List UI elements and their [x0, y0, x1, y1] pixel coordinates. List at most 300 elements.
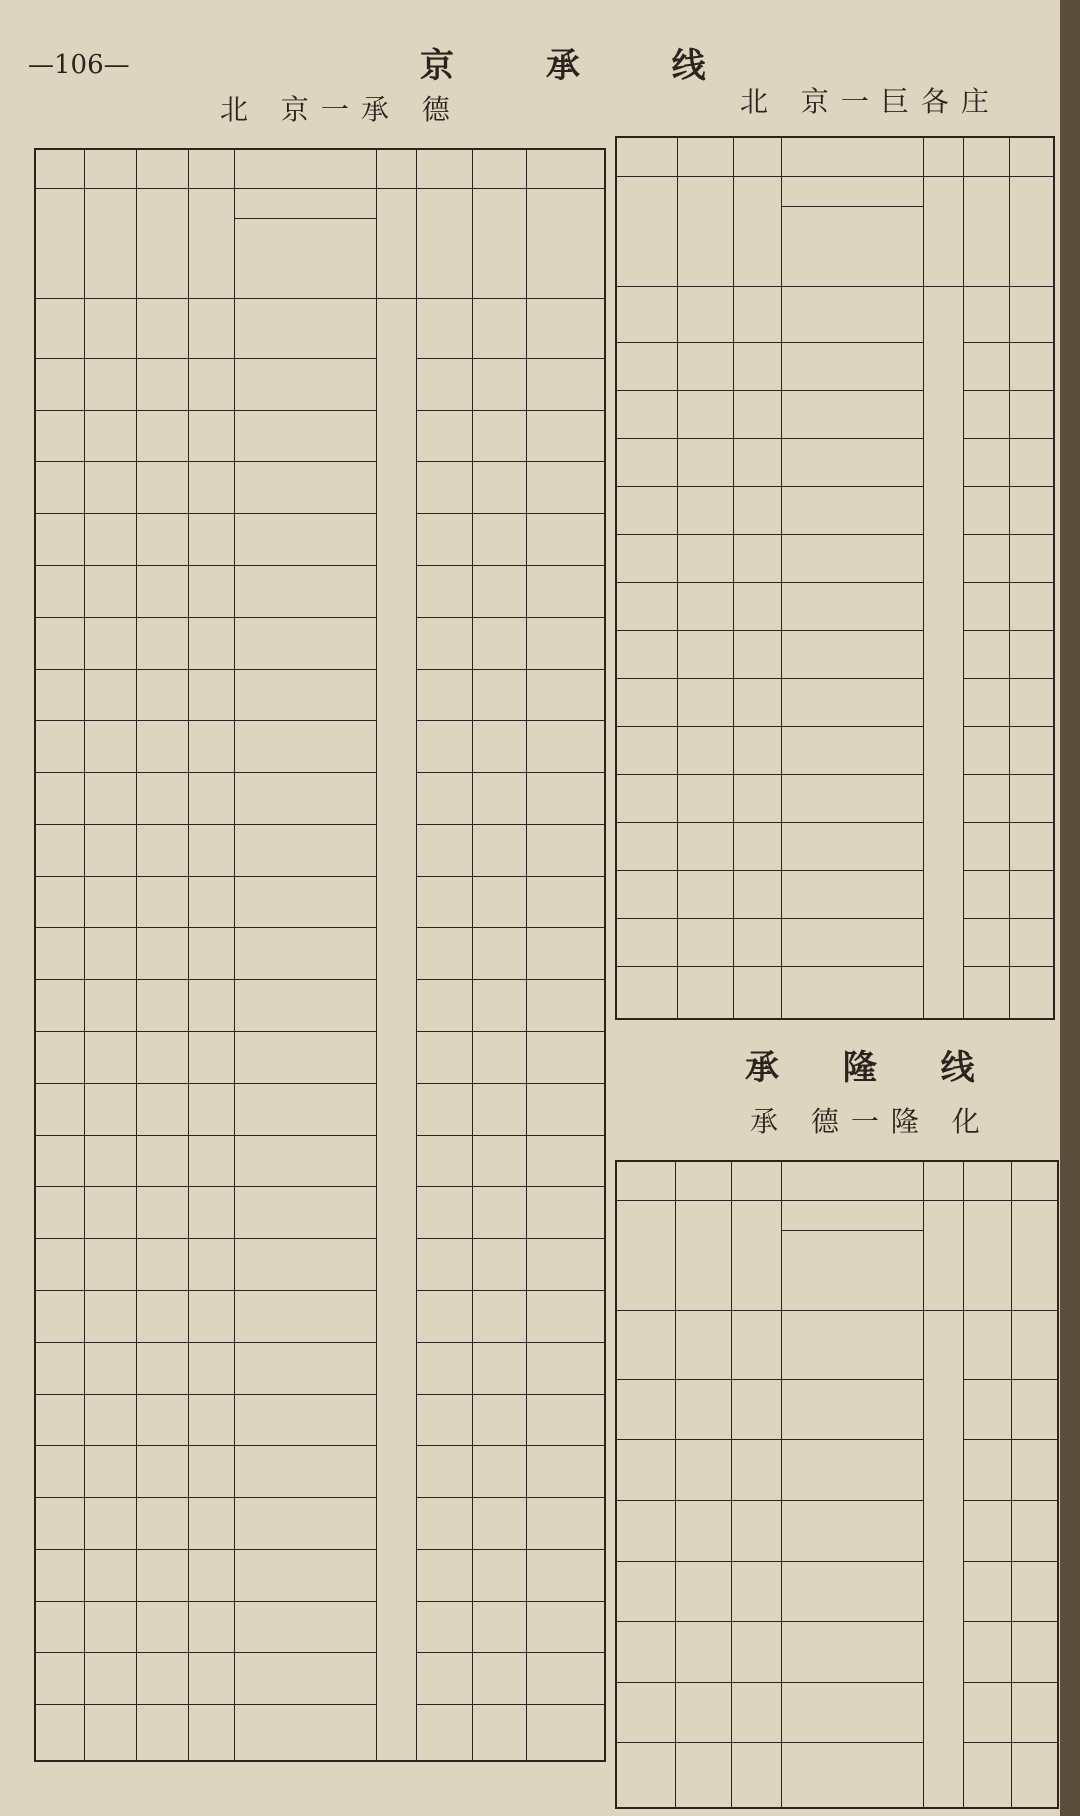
row-divider: [617, 582, 677, 583]
row-divider: [677, 534, 733, 535]
row-divider: [136, 461, 188, 462]
row-divider: [84, 669, 136, 670]
row-divider: [472, 1342, 526, 1343]
row-divider: [963, 1682, 1011, 1683]
row-divider: [472, 979, 526, 980]
row-divider: [677, 678, 733, 679]
row-divider: [1009, 726, 1053, 727]
row-divider: [731, 1682, 781, 1683]
row-divider: [472, 1497, 526, 1498]
row-divider: [234, 617, 376, 618]
row-divider: [963, 438, 1009, 439]
row-divider: [416, 1238, 472, 1239]
column-divider: [675, 1162, 676, 1807]
column-divider: [733, 138, 734, 1018]
row-divider: [733, 726, 781, 727]
column-divider: [526, 150, 527, 1760]
row-divider: [234, 410, 376, 411]
row-divider: [36, 824, 84, 825]
row-divider: [733, 678, 781, 679]
row-divider: [472, 1186, 526, 1187]
row-divider: [84, 1394, 136, 1395]
row-divider: [36, 1394, 84, 1395]
row-divider: [136, 1445, 188, 1446]
row-divider: [36, 927, 84, 928]
row-divider: [677, 630, 733, 631]
row-divider: [472, 1083, 526, 1084]
row-divider: [526, 1601, 604, 1602]
row-divider: [136, 824, 188, 825]
row-divider: [136, 1601, 188, 1602]
row-divider: [188, 669, 234, 670]
row-divider: [677, 486, 733, 487]
row-divider: [188, 1342, 234, 1343]
row-divider: [733, 870, 781, 871]
row-divider: [234, 1342, 376, 1343]
row-divider: [136, 358, 188, 359]
row-divider: [617, 1500, 675, 1501]
row-divider: [1009, 582, 1053, 583]
row-divider: [84, 410, 136, 411]
row-divider: [188, 1290, 234, 1291]
row-divider: [36, 513, 84, 514]
row-divider: [781, 1682, 923, 1683]
row-divider: [36, 1497, 84, 1498]
row-divider: [781, 678, 923, 679]
row-divider: [234, 513, 376, 514]
row-divider: [84, 876, 136, 877]
row-divider: [472, 513, 526, 514]
row-divider: [234, 1601, 376, 1602]
row-divider: [617, 1379, 675, 1380]
row-divider: [963, 630, 1009, 631]
row-divider: [472, 1652, 526, 1653]
row-divider: [526, 1497, 604, 1498]
row-divider: [416, 1186, 472, 1187]
timetable-beijing-jugezhuang: [615, 136, 1055, 1020]
row-divider: [416, 410, 472, 411]
row-divider: [188, 1601, 234, 1602]
row-divider: [416, 565, 472, 566]
row-divider: [472, 1135, 526, 1136]
row-divider: [188, 1394, 234, 1395]
row-divider: [234, 565, 376, 566]
row-divider: [781, 726, 923, 727]
row-divider: [733, 390, 781, 391]
row-divider: [963, 1621, 1011, 1622]
row-divider: [733, 486, 781, 487]
row-divider: [472, 461, 526, 462]
row-divider: [188, 1083, 234, 1084]
row-divider: [1009, 774, 1053, 775]
row-divider: [617, 1682, 675, 1683]
row-divider: [1011, 1379, 1057, 1380]
row-divider: [617, 342, 677, 343]
row-divider: [472, 1445, 526, 1446]
row-divider: [416, 1549, 472, 1550]
row-divider: [677, 918, 733, 919]
column-divider: [1011, 1162, 1012, 1807]
row-divider: [472, 669, 526, 670]
row-divider: [617, 486, 677, 487]
row-divider: [84, 1031, 136, 1032]
row-divider: [781, 918, 923, 919]
column-divider: [781, 138, 782, 1018]
row-divider: [416, 1342, 472, 1343]
row-divider: [733, 918, 781, 919]
row-divider: [526, 565, 604, 566]
row-divider: [416, 772, 472, 773]
row-divider: [781, 486, 923, 487]
row-divider: [234, 669, 376, 670]
column-divider: [234, 150, 235, 1760]
row-divider: [136, 1031, 188, 1032]
row-divider: [617, 1561, 675, 1562]
column-divider: [923, 138, 924, 1018]
row-divider: [234, 1031, 376, 1032]
row-divider: [675, 1742, 731, 1743]
row-divider: [677, 438, 733, 439]
row-divider: [36, 1031, 84, 1032]
row-divider: [781, 1561, 923, 1562]
row-divider: [731, 1742, 781, 1743]
row-divider: [136, 1238, 188, 1239]
row-divider: [1009, 390, 1053, 391]
row-divider: [677, 582, 733, 583]
row-divider: [188, 1238, 234, 1239]
row-divider: [526, 1394, 604, 1395]
row-divider: [234, 1135, 376, 1136]
subheader-divider: [781, 1230, 923, 1231]
row-divider: [526, 979, 604, 980]
row-divider: [416, 1290, 472, 1291]
row-divider: [472, 1238, 526, 1239]
row-divider: [234, 1704, 376, 1705]
row-divider: [617, 1742, 675, 1743]
column-divider: [1009, 138, 1010, 1018]
row-divider: [526, 772, 604, 773]
row-divider: [234, 876, 376, 877]
row-divider: [677, 774, 733, 775]
row-divider: [526, 927, 604, 928]
row-divider: [84, 1135, 136, 1136]
row-divider: [188, 1031, 234, 1032]
row-divider: [472, 358, 526, 359]
row-divider: [526, 410, 604, 411]
row-divider: [234, 772, 376, 773]
row-divider: [526, 1549, 604, 1550]
row-divider: [234, 720, 376, 721]
row-divider: [416, 1601, 472, 1602]
row-divider: [677, 390, 733, 391]
row-divider: [1011, 1742, 1057, 1743]
row-divider: [36, 876, 84, 877]
timetable-beijing-chengde: [34, 148, 606, 1762]
left-subtitle: 北 京一承 德: [220, 93, 462, 126]
row-divider: [733, 630, 781, 631]
row-divider: [526, 358, 604, 359]
subheader-divider: [234, 218, 376, 219]
row-divider: [781, 1621, 923, 1622]
row-divider: [472, 876, 526, 877]
row-divider: [36, 772, 84, 773]
row-divider: [472, 772, 526, 773]
row-divider: [617, 918, 677, 919]
row-divider: [733, 342, 781, 343]
row-divider: [84, 565, 136, 566]
row-divider: [36, 1549, 84, 1550]
column-divider: [376, 150, 377, 1760]
row-divider: [36, 410, 84, 411]
row-divider: [36, 1135, 84, 1136]
row-divider: [234, 979, 376, 980]
row-divider: [36, 461, 84, 462]
row-divider: [675, 1621, 731, 1622]
right-bottom-subtitle: 承 德一隆 化: [750, 1105, 992, 1138]
row-divider: [472, 927, 526, 928]
row-divider: [1009, 534, 1053, 535]
row-divider: [84, 358, 136, 359]
row-divider: [188, 617, 234, 618]
subheader-divider: [781, 206, 923, 207]
row-divider: [1011, 1561, 1057, 1562]
row-divider: [84, 927, 136, 928]
row-divider: [84, 461, 136, 462]
row-divider: [781, 630, 923, 631]
row-divider: [617, 678, 677, 679]
row-divider: [526, 824, 604, 825]
row-divider: [36, 565, 84, 566]
row-divider: [416, 1135, 472, 1136]
row-divider: [963, 342, 1009, 343]
row-divider: [731, 1500, 781, 1501]
row-divider: [781, 966, 923, 967]
row-divider: [136, 1342, 188, 1343]
row-divider: [84, 1290, 136, 1291]
page-number: —106—: [28, 50, 130, 80]
row-divider: [84, 824, 136, 825]
column-divider: [731, 1162, 732, 1807]
row-divider: [731, 1561, 781, 1562]
row-divider: [234, 1186, 376, 1187]
row-divider: [84, 513, 136, 514]
row-divider: [188, 824, 234, 825]
row-divider: [526, 461, 604, 462]
row-divider: [188, 1445, 234, 1446]
row-divider: [188, 513, 234, 514]
row-divider: [84, 1445, 136, 1446]
column-divider: [416, 150, 417, 1760]
row-divider: [188, 461, 234, 462]
row-divider: [136, 772, 188, 773]
row-divider: [526, 876, 604, 877]
row-divider: [416, 617, 472, 618]
row-divider: [416, 1445, 472, 1446]
row-divider: [234, 824, 376, 825]
row-divider: [84, 1497, 136, 1498]
row-divider: [234, 461, 376, 462]
row-divider: [36, 617, 84, 618]
row-divider: [188, 1135, 234, 1136]
row-divider: [36, 1290, 84, 1291]
row-divider: [677, 726, 733, 727]
row-divider: [617, 726, 677, 727]
row-divider: [416, 979, 472, 980]
row-divider: [963, 582, 1009, 583]
row-divider: [234, 1652, 376, 1653]
row-divider: [188, 876, 234, 877]
row-divider: [733, 438, 781, 439]
row-divider: [36, 1601, 84, 1602]
row-divider: [781, 438, 923, 439]
row-divider: [84, 720, 136, 721]
row-divider: [188, 927, 234, 928]
row-divider: [963, 486, 1009, 487]
row-divider: [136, 1290, 188, 1291]
row-divider: [1009, 966, 1053, 967]
row-divider: [234, 1083, 376, 1084]
column-divider: [136, 150, 137, 1760]
row-divider: [781, 534, 923, 535]
column-divider: [963, 1162, 964, 1807]
row-divider: [136, 1394, 188, 1395]
row-divider: [84, 1238, 136, 1239]
row-divider: [1011, 1439, 1057, 1440]
row-divider: [136, 617, 188, 618]
row-divider: [136, 1549, 188, 1550]
row-divider: [416, 1083, 472, 1084]
row-divider: [416, 513, 472, 514]
row-divider: [1009, 630, 1053, 631]
row-divider: [84, 979, 136, 980]
row-divider: [36, 1238, 84, 1239]
row-divider: [1011, 1500, 1057, 1501]
row-divider: [963, 1742, 1011, 1743]
row-divider: [526, 1704, 604, 1705]
row-divider: [963, 1561, 1011, 1562]
row-divider: [136, 669, 188, 670]
row-divider: [781, 342, 923, 343]
page-title: 京 承 线: [420, 46, 746, 86]
right-top-subtitle: 北 京一巨各庄: [740, 85, 1001, 118]
column-divider: [84, 150, 85, 1760]
row-divider: [1009, 678, 1053, 679]
row-divider: [416, 1704, 472, 1705]
row-divider: [416, 1394, 472, 1395]
row-divider: [36, 1186, 84, 1187]
row-divider: [963, 1379, 1011, 1380]
row-divider: [963, 966, 1009, 967]
row-divider: [963, 1500, 1011, 1501]
row-divider: [733, 822, 781, 823]
row-divider: [526, 1342, 604, 1343]
row-divider: [472, 1394, 526, 1395]
row-divider: [84, 1186, 136, 1187]
row-divider: [526, 617, 604, 618]
row-divider: [526, 1652, 604, 1653]
row-divider: [188, 358, 234, 359]
row-divider: [675, 1439, 731, 1440]
row-divider: [617, 534, 677, 535]
row-divider: [526, 720, 604, 721]
row-divider: [731, 1621, 781, 1622]
row-divider: [188, 979, 234, 980]
row-divider: [526, 1083, 604, 1084]
row-divider: [416, 824, 472, 825]
row-divider: [416, 1652, 472, 1653]
row-divider: [188, 1186, 234, 1187]
row-divider: [472, 1601, 526, 1602]
header-divider: [617, 286, 1053, 287]
header-divider: [617, 1200, 1057, 1201]
row-divider: [136, 513, 188, 514]
row-divider: [526, 1031, 604, 1032]
row-divider: [617, 774, 677, 775]
row-divider: [472, 720, 526, 721]
row-divider: [36, 1083, 84, 1084]
row-divider: [188, 720, 234, 721]
row-divider: [136, 410, 188, 411]
column-divider: [923, 1162, 924, 1807]
row-divider: [36, 1704, 84, 1705]
row-divider: [136, 1083, 188, 1084]
row-divider: [617, 1621, 675, 1622]
row-divider: [677, 822, 733, 823]
row-divider: [617, 1439, 675, 1440]
row-divider: [84, 1083, 136, 1084]
row-divider: [84, 617, 136, 618]
header-divider: [617, 176, 1053, 177]
row-divider: [1009, 918, 1053, 919]
row-divider: [416, 1497, 472, 1498]
row-divider: [84, 1704, 136, 1705]
row-divider: [617, 630, 677, 631]
row-divider: [1009, 822, 1053, 823]
row-divider: [188, 565, 234, 566]
row-divider: [84, 1652, 136, 1653]
row-divider: [472, 824, 526, 825]
column-divider: [781, 1162, 782, 1807]
row-divider: [84, 1601, 136, 1602]
row-divider: [963, 822, 1009, 823]
row-divider: [617, 438, 677, 439]
row-divider: [963, 534, 1009, 535]
section-title-chenglong: 承 隆 线: [745, 1048, 1001, 1088]
row-divider: [234, 1445, 376, 1446]
row-divider: [781, 1439, 923, 1440]
row-divider: [526, 669, 604, 670]
row-divider: [472, 565, 526, 566]
row-divider: [472, 410, 526, 411]
row-divider: [188, 1497, 234, 1498]
row-divider: [675, 1561, 731, 1562]
row-divider: [677, 870, 733, 871]
row-divider: [781, 870, 923, 871]
row-divider: [963, 726, 1009, 727]
row-divider: [136, 1652, 188, 1653]
row-divider: [781, 822, 923, 823]
row-divider: [472, 1290, 526, 1291]
row-divider: [136, 1704, 188, 1705]
row-divider: [781, 390, 923, 391]
row-divider: [416, 720, 472, 721]
row-divider: [416, 1031, 472, 1032]
row-divider: [84, 1549, 136, 1550]
row-divider: [188, 410, 234, 411]
row-divider: [781, 582, 923, 583]
row-divider: [963, 918, 1009, 919]
row-divider: [136, 876, 188, 877]
